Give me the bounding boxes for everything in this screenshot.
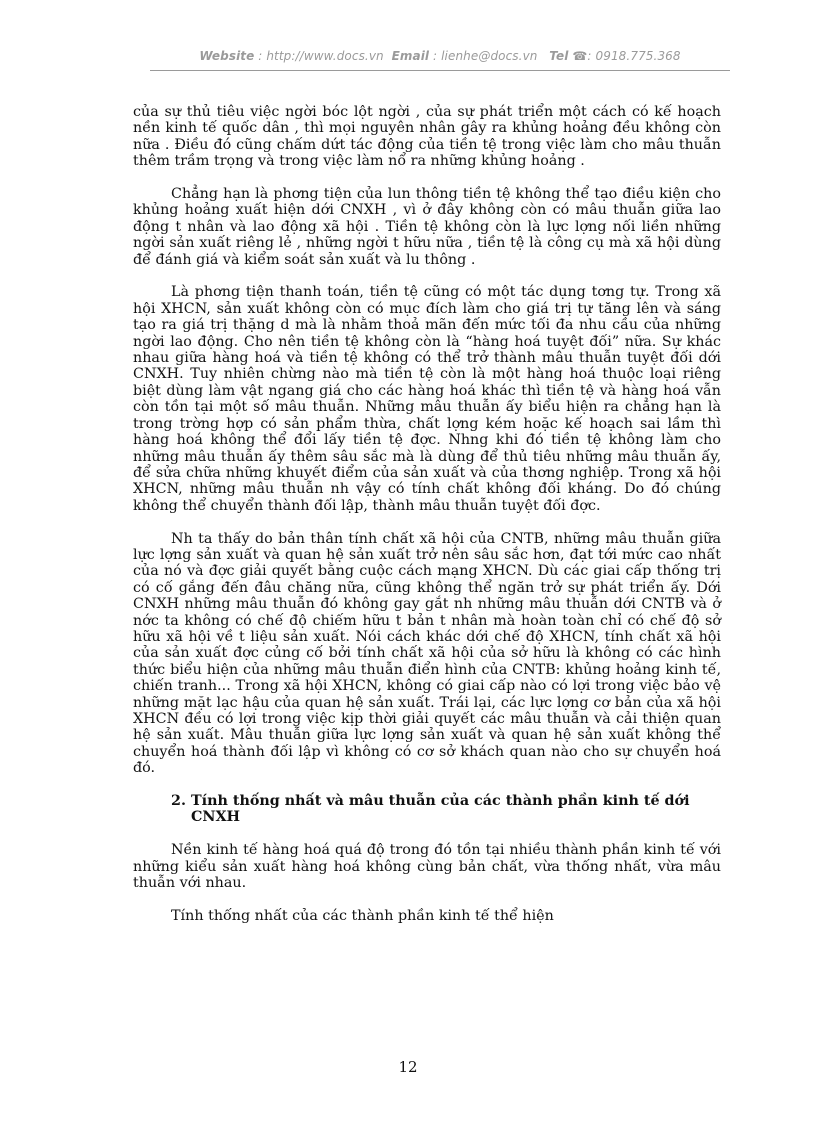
section-heading: [133, 793, 721, 826]
paragraph-5: Nền kinh tế hàng hoá quá độ trong đó tồn tại nhiều thành phần kinh tế với những kiểu sản xuất hàng hoá không cùng bản chất, vừa thống nhất, vừa mâu thuẫn với nhau.: [133, 842, 721, 892]
tel-value: : 0918.775.368: [587, 49, 681, 63]
tel-label: Tel: [549, 49, 569, 63]
email-label: Email: [391, 49, 430, 63]
paragraph-6: Tính thống nhất của các thành phần kinh tế thể hiện: [171, 907, 554, 924]
page-header: [150, 49, 730, 63]
website-value: : http://www.docs.vn: [258, 49, 384, 63]
header-divider: [150, 70, 730, 71]
body-text: [133, 104, 721, 941]
section-title-line2: CNXH: [191, 809, 241, 826]
paragraph-3: Là phơng tiện thanh toán, tiền tệ cũng có một tác dụng tơng tự. Trong xã hội XHCN, sản xuất không còn có mục đích làm cho giá trị tự tăng lên và sáng tạo ra giá trị thặng d mà là nhằm thoả mãn đến mức tối đa nhu cầu của những ngời lao động. Cho nên tiền tệ không còn là “hàng hoá tuyệt đối” nữa. Sự khác nhau giữa hàng hoá và tiền tệ không có thể trở thành mâu thuẫn tuyệt đối dới CNXH. Tuy nhiên chừng nào mà tiền tệ còn là một hàng hoá thuộc loại riêng biệt dùng làm vật ngang giá cho các hàng hoá khác thì tiền tệ và hàng hoá vẫn còn tồn tại một số mâu thuẫn. Những mâu thuẫn ấy biểu hiện ra chẳng hạn là trong trờng hợp có sản phẩm thừa, chất lợng kém hoặc kế hoạch sai lầm thì hàng hoá không thể đổi lấy tiền tệ đợc. Nhng khi đó tiền tệ không làm cho những mâu thuẫn ấy thêm sâu sắc mà là dùng để thủ tiêu những mâu thuẫn ấy, để sửa chữa những khuyết điểm của sản xuất và của thơng nghiệp. Trong xã hội XHCN, những mâu thuẫn nh vậy có tính chất không đối kháng. Do đó chúng không thể chuyển thành đối lập, thành mâu thuẫn tuyệt đối đợc.: [133, 284, 721, 514]
page-number: 12: [398, 1058, 418, 1076]
paragraph-1: của sự thủ tiêu việc ngời bóc lột ngời , của sự phát triển một cách có kế hoạch nền kinh tế quốc dân , thì mọi nguyên nhân gây ra khủng hoảng đều không còn nữa . Điều đó cũng chấm dứt tác động của tiền tệ trong việc làm cho mâu thuẫn thêm trầm trọng và trong việc làm nổ ra những khủng hoảng .: [133, 104, 721, 170]
phone-icon: ☎: [572, 49, 588, 63]
section-number: 2.: [171, 793, 186, 809]
website-label: Website: [199, 49, 255, 63]
email-value: : lienhe@docs.vn: [433, 49, 538, 63]
paragraph-4: Nh ta thấy do bản thân tính chất xã hội của CNTB, những mâu thuẫn giữa lực lợng sản xuất và quan hệ sản xuất trở nên sâu sắc hơn, đạt tới mức cao nhất của nó và đợc giải quyết bằng cuộc cách mạng XHCN. Dù các giai cấp thống trị có cố gắng đến đâu chăng nữa, cũng không thể ngăn trở sự phát triển ấy. Dới CNXH những mâu thuẫn đó không gay gắt nh những mâu thuẫn dới CNTB và ở nớc ta không có chế độ chiếm hữu t bản t nhân mà hoàn toàn chỉ có chế độ sở hữu xã hội về t liệu sản xuất. Nói cách khác dới chế độ XHCN, tính chất xã hội của sản xuất đợc củng cố bởi tính chất xã hội của sở hữu là không có các hình thức biểu hiện của những mâu thuẫn điển hình của CNTB: khủng hoảng kinh tế, chiến tranh... Trong xã hội XHCN, không có giai cấp nào có lợi trong việc bảo vệ những mặt lạc hậu của quan hệ sản xuất. Trái lại, các lực lợng cơ bản của xã hội XHCN đều có lợi trong việc kịp thời giải quyết các mâu thuẫn và cải thiện quan hệ sản xuất. Mâu thuẫn giữa lực lợng sản xuất và quan hệ sản xuất không thể chuyển hoá thành đối lập vì không có cơ sở khách quan nào cho sự chuyển hoá đó.: [133, 530, 721, 777]
section-title-line1: Tính thống nhất và mâu thuẫn của các thành phần kinh tế dới: [191, 793, 690, 809]
paragraph-2: Chẳng hạn là phơng tiện của lun thông tiền tệ không thể tạo điều kiện cho khủng hoảng xuất hiện dới CNXH , vì ở đây không còn có mâu thuẫn giữa lao động t nhân và lao động xã hội . Tiền tệ không còn là lực lợng nối liền những ngời sản xuất riêng lẻ , những ngời t hữu nữa , tiền tệ là công cụ mà xã hội dùng để đánh giá và kiểm soát sản xuất và lu thông .: [133, 186, 721, 268]
